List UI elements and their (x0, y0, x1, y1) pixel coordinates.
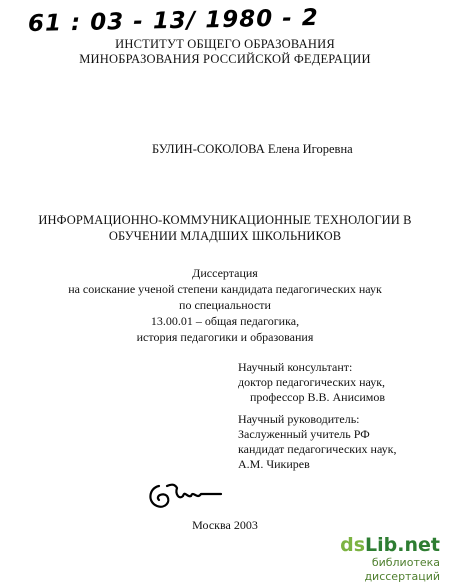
specialty-label: по специальности (179, 298, 271, 312)
thesis-title-line-1: ИНФОРМАЦИОННО-КОММУНИКАЦИОННЫЕ ТЕХНОЛОГИИ В (38, 213, 412, 227)
specialty-code: 13.00.01 – общая педагогика, (150, 314, 300, 328)
thesis-title-line-2: ОБУЧЕНИИ МЛАДШИХ ШКОЛЬНИКОВ (108, 229, 342, 243)
watermark-caption: библиотека диссертаций (364, 556, 440, 583)
dslib-logo (300, 534, 440, 556)
ministry-name: МИНОБРАЗОВАНИЯ РОССИЙСКОЙ ФЕДЕРАЦИИ (79, 52, 371, 66)
dslib-watermark[interactable] (300, 534, 440, 583)
consultant-degree: доктор педагогических наук, (238, 375, 386, 389)
handwritten-registration-number: 61 : 03 - 13/ 1980 - 2 (27, 4, 320, 38)
institute-name: ИНСТИТУТ ОБЩЕГО ОБРАЗОВАНИЯ (115, 37, 335, 51)
consultant-name: профессор В.В. Анисимов (250, 390, 385, 404)
supervisor-heading: Научный руководитель: (238, 412, 360, 426)
specialty-name: история педагогики и образования (136, 330, 314, 344)
logo-part-net: .net (397, 534, 440, 556)
consultant-heading: Научный консультант: (238, 360, 353, 374)
author-signature (145, 478, 225, 512)
city-and-year: Москва 2003 (192, 518, 258, 532)
supervisor-honorific: Заслуженный учитель РФ (238, 427, 370, 441)
logo-part-lib: Lib (365, 534, 398, 556)
degree-description: на соискание ученой степени кандидата педагогических наук (68, 282, 382, 296)
supervisor-degree: кандидат педагогических наук, (238, 442, 397, 456)
author-name: БУЛИН-СОКОЛОВА Елена Игоревна (152, 142, 353, 156)
dissertation-label: Диссертация (192, 266, 258, 280)
supervisor-name: А.М. Чикирев (238, 457, 310, 471)
logo-part-ds: ds (340, 534, 366, 556)
